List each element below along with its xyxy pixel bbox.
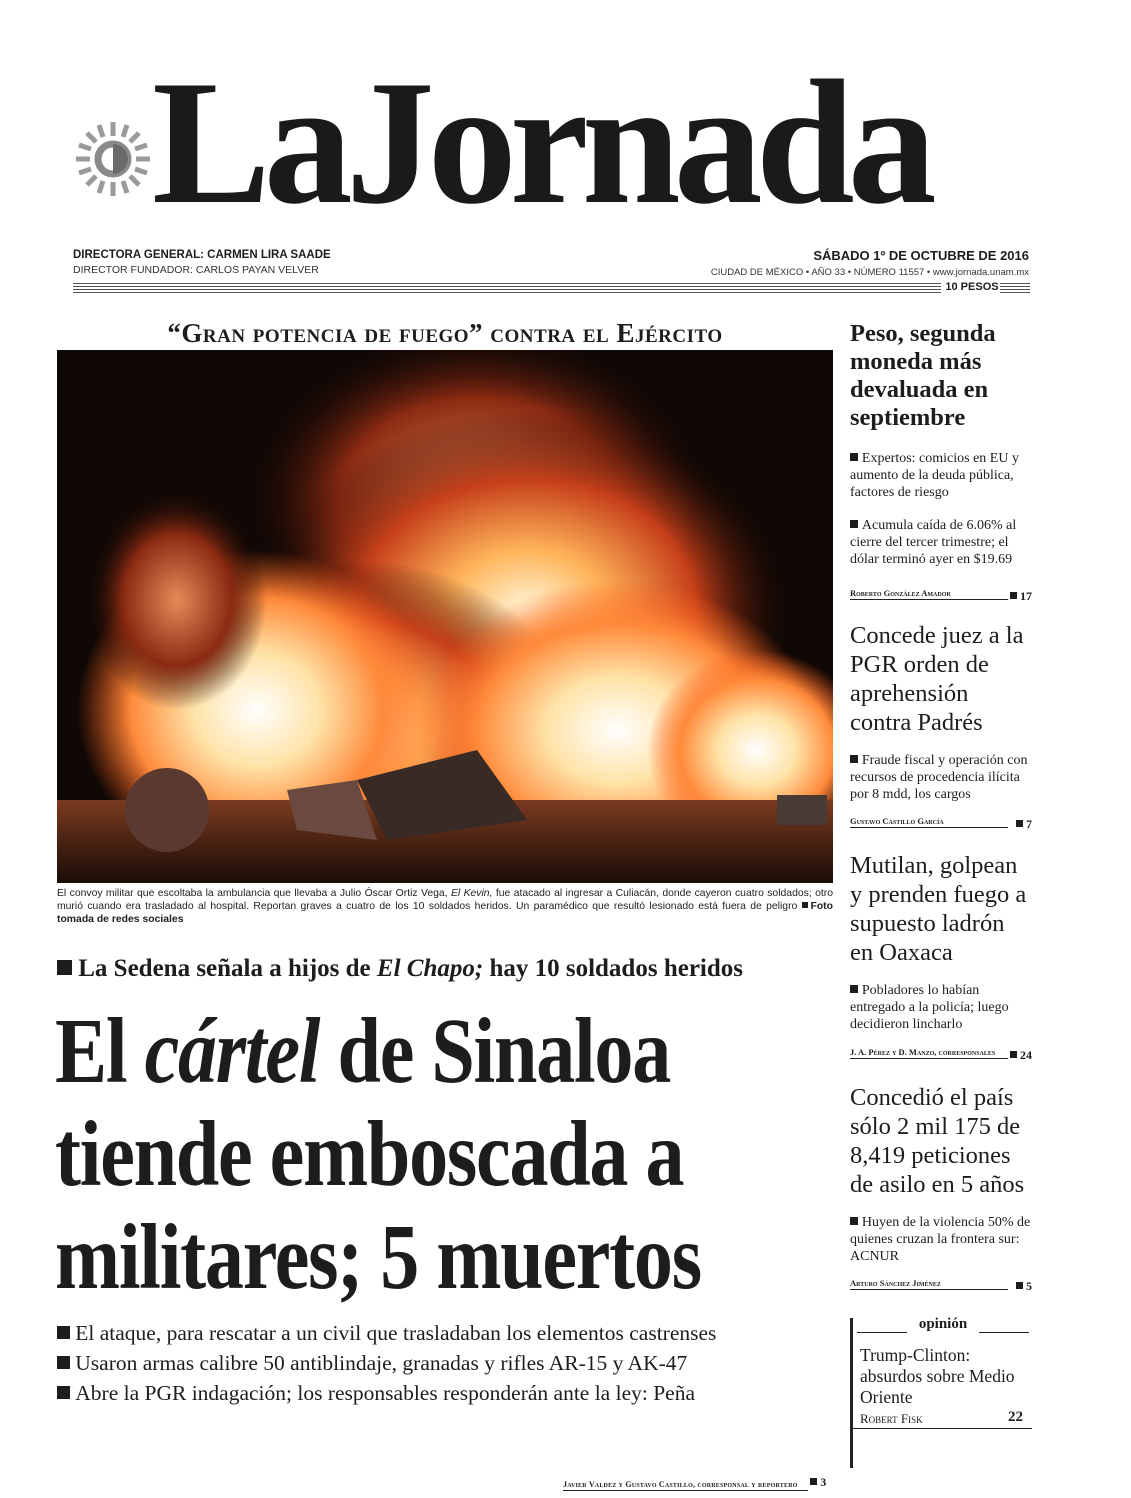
main-bullets — [57, 1318, 833, 1408]
headline-line-3: militares; 5 muertos — [55, 1206, 701, 1309]
square-bullet-icon — [802, 902, 808, 908]
bullet-item — [57, 1318, 833, 1348]
staff-director: DIRECTORA GENERAL: CARMEN LIRA SAADE — [73, 249, 331, 261]
page-number: 7 — [1026, 817, 1032, 831]
sidebar-story-4-title[interactable]: Concedió el país sólo 2 mil 175 de 8,419 peticiones de asilo en 5 años — [850, 1084, 1025, 1198]
edition-date: SÁBADO 1º DE OCTUBRE DE 2016 — [813, 248, 1029, 263]
main-subhead — [57, 952, 833, 986]
sidebar-story-2-title[interactable]: Concede juez a la PGR orden de aprehensión contra Padrés — [850, 622, 1024, 736]
square-bullet-icon — [1016, 1282, 1023, 1289]
bullet-text: El ataque, para rescatar a un civil que trasladaban los elementos castrenses — [75, 1321, 717, 1345]
bullet-text: Abre la PGR indagación; los responsables responderán ante la ley: Peña — [75, 1381, 696, 1405]
sun-logo-icon — [72, 118, 154, 200]
edition-issue: CIUDAD DE MÉXICO • AÑO 33 • NÚMERO 11557 • www.jornada.unam.mx — [710, 267, 1029, 278]
square-bullet-icon — [850, 453, 858, 461]
square-bullet-icon — [57, 1356, 70, 1369]
byline-rule — [850, 827, 1008, 828]
page-number: 5 — [1026, 1279, 1032, 1293]
bullet-item — [57, 1378, 833, 1408]
subhead-text-b: hay 10 soldados heridos — [483, 955, 743, 982]
byline-name: Arturo Sánchez Jiménez — [850, 1278, 941, 1288]
square-bullet-icon — [850, 755, 858, 763]
square-bullet-icon — [1010, 592, 1017, 599]
page-ref[interactable] — [1016, 1279, 1032, 1294]
byline-rule — [850, 599, 1008, 600]
masthead-rule-end — [1000, 283, 1030, 295]
opinion-title[interactable]: Trump-Clinton: absurdos sobre Medio Oriente — [860, 1345, 1015, 1407]
headline-line-2: tiende emboscada a — [55, 1103, 684, 1206]
byline-name: Roberto González Amador — [850, 588, 951, 598]
caption-text-b: fue atacado al ingresar a Culiacán, donde cayeron cuatro soldados; otro murió cuando era trasladado al hospital. Reportan graves a cuatro de los 10 soldados heridos. Un paramédico que resultó lesionado está fuera de peligro — [57, 888, 833, 912]
sidebar-story-1-bullet — [850, 450, 1032, 501]
bullet-item — [57, 1348, 833, 1378]
byline-rule — [850, 1289, 1008, 1290]
square-bullet-icon — [850, 985, 858, 993]
sidebar-story-4-bullet — [850, 1214, 1032, 1265]
sidebar-story-2-byline — [850, 814, 1032, 831]
sidebar-story-1-bullet — [850, 517, 1032, 568]
page-ref[interactable] — [1010, 1048, 1032, 1063]
caption-text-a: El convoy militar que escoltaba la ambulancia que llevaba a Julio Óscar Ortiz Vega, — [57, 888, 451, 899]
headline-text: de Sinaloa — [319, 1000, 671, 1103]
square-bullet-icon — [810, 1478, 817, 1485]
opinion-author: Robert Fisk — [860, 1411, 923, 1426]
bullet-text: Pobladores lo habían entregado a la policía; luego decidieron lincharlo — [850, 983, 1009, 1032]
fire-photo — [57, 350, 833, 883]
byline-name: Gustavo Castillo García — [850, 816, 944, 826]
page-number: 3 — [820, 1475, 827, 1489]
sidebar-story-3-title[interactable]: Mutilan, golpean y prenden fuego a supuesto ladrón en Oaxaca — [850, 852, 1027, 966]
caption-italic: El Kevin, — [450, 888, 493, 899]
opinion-rule — [853, 1428, 1032, 1429]
bullet-text: Usaron armas calibre 50 antiblindaje, granadas y rifles AR-15 y AK-47 — [75, 1351, 688, 1375]
photo-caption — [57, 887, 833, 926]
main-page-ref[interactable] — [810, 1475, 826, 1490]
byline-name: J. A. Pérez y D. Manzo, corresponsales — [850, 1047, 996, 1057]
subhead-text-a: La Sedena señala a hijos de — [78, 955, 377, 982]
square-bullet-icon — [57, 1386, 70, 1399]
square-bullet-icon — [850, 520, 858, 528]
sidebar-story-1-byline — [850, 586, 1032, 603]
masthead-title: LaJornada — [152, 43, 930, 241]
bullet-text: Huyen de la violencia 50% de quienes cruzan la frontera sur: ACNUR — [850, 1215, 1031, 1264]
opinion-page[interactable]: 22 — [1008, 1409, 1023, 1425]
sidebar-story-2-bullet — [850, 752, 1032, 803]
sidebar-story-1-title[interactable]: Peso, segunda moneda más devaluada en septiembre — [850, 320, 996, 431]
square-bullet-icon — [57, 960, 72, 975]
sidebar-story-4-byline — [850, 1276, 1032, 1293]
opinion-label: opinión — [855, 1316, 1031, 1333]
main-byline: Javier Valdez y Gustavo Castillo, corresponsal y reportero — [563, 1480, 798, 1489]
page-ref[interactable] — [1016, 817, 1032, 832]
square-bullet-icon — [57, 1326, 70, 1339]
headline-line-1 — [55, 1000, 719, 1103]
headline-text: El — [55, 1000, 145, 1103]
page-number: 24 — [1020, 1048, 1032, 1062]
square-bullet-icon — [850, 1217, 858, 1225]
masthead-rule — [73, 283, 941, 295]
main-headline[interactable] — [55, 1000, 719, 1309]
page-ref[interactable] — [1010, 589, 1032, 604]
bullet-text: Acumula caída de 6.06% al cierre del tercer trimestre; el dólar terminó ayer en $19.69 — [850, 518, 1017, 567]
caption-credit: Foto tomada de redes sociales — [57, 901, 833, 925]
price-label: 10 PESOS — [945, 281, 999, 293]
sidebar-story-3-bullet — [850, 982, 1032, 1033]
bullet-text: Fraude fiscal y operación con recursos de procedencia ilícita por 8 mdd, los cargos — [850, 753, 1028, 802]
square-bullet-icon — [1016, 820, 1023, 827]
page-number: 17 — [1020, 589, 1032, 603]
headline-italic: cártel — [144, 1000, 320, 1103]
sidebar-story-3-byline — [850, 1045, 1032, 1062]
byline-rule — [850, 1058, 1008, 1059]
staff-founder: DIRECTOR FUNDADOR: CARLOS PAYAN VELVER — [73, 264, 319, 276]
photo-kicker: “Gran potencia de fuego” contra el Ejército — [167, 318, 723, 348]
subhead-italic: El Chapo; — [376, 955, 484, 982]
bullet-text: Expertos: comicios en EU y aumento de la deuda pública, factores de riesgo — [850, 451, 1019, 500]
square-bullet-icon — [1010, 1051, 1017, 1058]
byline-rule — [563, 1490, 808, 1491]
